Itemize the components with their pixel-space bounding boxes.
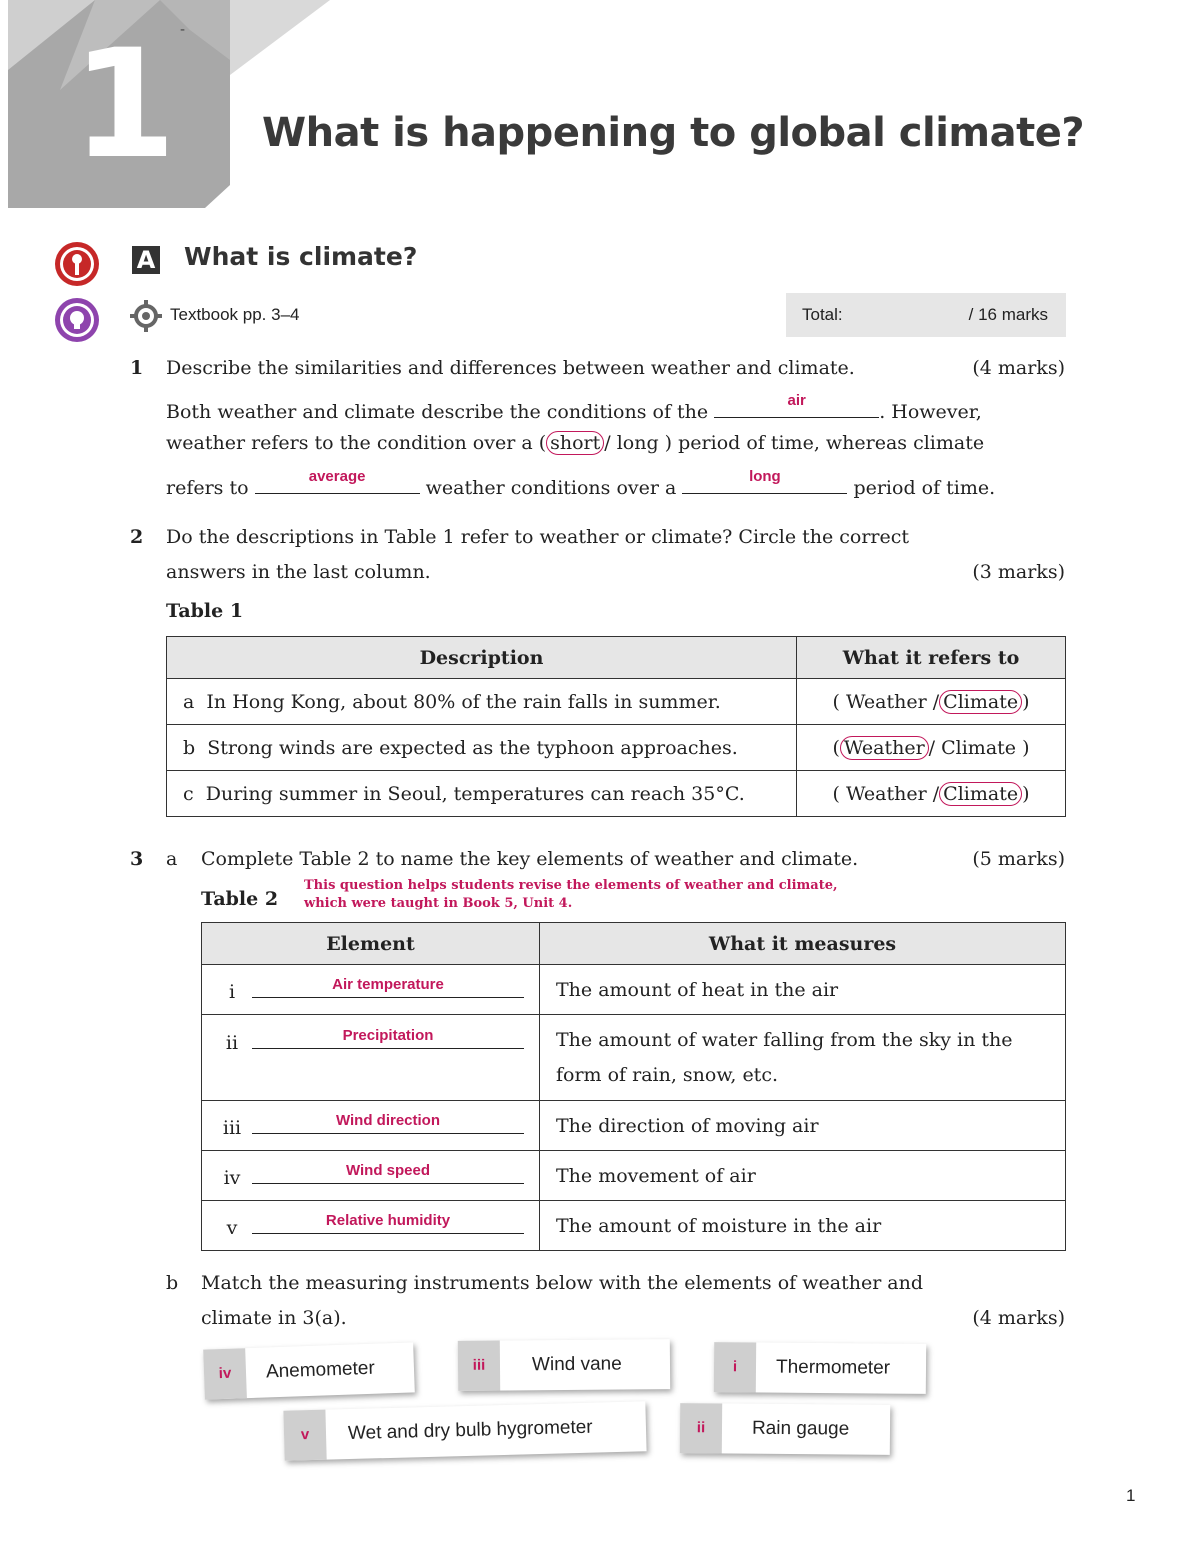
instrument-card[interactable] [714, 1342, 926, 1394]
q1-line3-mid: weather conditions over a [425, 477, 677, 499]
measures-text: The direction of moving air [556, 1114, 819, 1137]
circled-choice[interactable]: Climate [939, 782, 1022, 806]
table2-header-measures: What it measures [540, 923, 1066, 965]
measures-text: The amount of moisture in the air [556, 1214, 882, 1237]
q1-line1 [166, 392, 982, 424]
row-letter: b [183, 736, 196, 759]
q3a-text: Complete Table 2 to name the key elements of weather and climate. [201, 848, 859, 870]
thinking-icon [54, 297, 100, 343]
table1-refers [797, 771, 1066, 817]
q3b-marks: (4 marks) [972, 1307, 1065, 1329]
table-row [167, 771, 1066, 817]
table-row [202, 1151, 1066, 1201]
section-title: What is climate? [184, 242, 418, 271]
measures-text: The amount of heat in the air [556, 978, 839, 1001]
total-marks-box [786, 293, 1066, 337]
table-row [202, 1015, 1066, 1101]
target-icon [130, 300, 162, 332]
card-badge: iv [203, 1348, 247, 1399]
page-number: 1 [1126, 1486, 1136, 1505]
row-numeral: i [228, 981, 236, 1003]
row-letter: a [183, 690, 195, 713]
circled-choice[interactable]: Weather [840, 736, 929, 760]
table1-header-description: Description [167, 637, 797, 679]
card-badge: v [283, 1410, 326, 1461]
element-answer: Precipitation [342, 1027, 434, 1044]
table-row [167, 679, 1066, 725]
q1-number: 1 [130, 357, 144, 379]
textbook-reference: Textbook pp. 3–4 [170, 305, 300, 324]
element-answer: Wind speed [345, 1162, 431, 1179]
q1-line2-end: / long ) period of time, whereas climate [604, 432, 985, 454]
q2-number: 2 [130, 526, 144, 548]
q1-marks: (4 marks) [972, 357, 1065, 379]
element-blank[interactable] [252, 976, 524, 998]
q1-line2-text: weather refers to the condition over a ( [166, 432, 547, 454]
element-answer: Wind direction [335, 1112, 441, 1129]
card-label: Rain gauge [751, 1417, 850, 1440]
q1-line1-text: Both weather and climate describe the conditions of the [166, 401, 709, 423]
choice-close: ) [1022, 690, 1030, 713]
key-point-icon [54, 241, 100, 287]
q3-number: 3 [130, 848, 144, 870]
table1-header-refers: What it refers to [797, 637, 1066, 679]
row-text: In Hong Kong, about 80% of the rain falls in summer. [206, 690, 721, 713]
table1-refers [797, 679, 1066, 725]
instrument-card[interactable] [458, 1339, 670, 1391]
element-blank[interactable] [252, 1027, 524, 1049]
q1-answer-3: long [749, 468, 781, 485]
table2-measures [540, 1101, 1066, 1151]
table-row [202, 1201, 1066, 1251]
teacher-note-line1: This question helps students revise the elements of weather and climate, [304, 878, 838, 893]
q3b-letter: b [166, 1272, 179, 1294]
total-marks: / 16 marks [968, 305, 1048, 324]
table-row [167, 725, 1066, 771]
element-blank[interactable] [252, 1212, 524, 1234]
q1-answer-2: average [308, 468, 366, 485]
table1-description [167, 771, 797, 817]
chapter-dash: - [180, 22, 186, 38]
element-answer: Relative humidity [325, 1212, 451, 1229]
table2-measures [540, 1015, 1066, 1101]
q1-line1-end: . However, [879, 401, 982, 423]
element-answer: Air temperature [332, 976, 444, 993]
total-label: Total: [802, 305, 843, 324]
q3b-line1: Match the measuring instruments below with the elements of weather and [201, 1272, 924, 1294]
table2-element [202, 965, 540, 1015]
q2-marks: (3 marks) [972, 561, 1065, 583]
row-letter: c [183, 782, 194, 805]
card-badge: iii [458, 1341, 500, 1391]
table2-element [202, 1201, 540, 1251]
table1-description [167, 725, 797, 771]
table-row [202, 1101, 1066, 1151]
table1-header-row [167, 637, 1066, 679]
chapter-title: What is happening to global climate? [262, 110, 1085, 156]
row-numeral: iii [222, 1117, 242, 1139]
measures-text: The movement of air [556, 1164, 756, 1187]
choice-close: ) [1022, 782, 1030, 805]
row-text: During summer in Seoul, temperatures can reach 35°C. [205, 782, 745, 805]
section-letter: A [132, 246, 160, 274]
row-numeral: ii [225, 1032, 239, 1054]
table1-description [167, 679, 797, 725]
table2-header-element: Element [202, 923, 540, 965]
q3a-letter: a [166, 848, 178, 870]
chapter-number: 1 [72, 18, 177, 192]
card-badge: ii [680, 1403, 722, 1453]
element-blank[interactable] [252, 1112, 524, 1134]
table2-measures [540, 965, 1066, 1015]
choice-open: ( [832, 736, 840, 759]
q1-blank-3[interactable] [682, 468, 847, 494]
table2-element [202, 1151, 540, 1201]
card-label: Wet and dry bulb hygrometer [347, 1416, 593, 1445]
instrument-card[interactable] [283, 1401, 646, 1460]
table-2 [201, 922, 1066, 1251]
q3b-line2: climate in 3(a). [201, 1307, 347, 1329]
choice-close: / Climate ) [928, 736, 1030, 759]
q1-line2 [166, 431, 984, 455]
instrument-card[interactable] [680, 1403, 890, 1455]
table-row [202, 965, 1066, 1015]
q1-blank-2[interactable] [255, 468, 420, 494]
q1-line3 [166, 468, 996, 500]
teacher-note [304, 877, 838, 913]
table2-element [202, 1015, 540, 1101]
instrument-card[interactable] [203, 1342, 415, 1399]
q1-text: Describe the similarities and differences between weather and climate. [166, 357, 855, 379]
measures-text-cont: form of rain, snow, etc. [556, 1063, 778, 1086]
q1-answer-1: air [787, 392, 806, 409]
q1-line3-end: period of time. [853, 477, 996, 499]
table1-refers [797, 725, 1066, 771]
choice-open: ( Weather / [832, 782, 940, 805]
card-label: Thermometer [775, 1356, 891, 1379]
card-label: Anemometer [265, 1357, 376, 1383]
table2-measures [540, 1201, 1066, 1251]
card-badge: i [714, 1342, 756, 1392]
card-label: Wind vane [531, 1353, 622, 1376]
table2-caption: Table 2 [201, 888, 279, 910]
element-blank[interactable] [252, 1162, 524, 1184]
q1-line3-text: refers to [166, 477, 249, 499]
q1-blank-1[interactable] [714, 392, 879, 418]
q1-circled-answer[interactable]: short [546, 431, 604, 455]
row-numeral: iv [223, 1167, 241, 1189]
table2-header-row [202, 923, 1066, 965]
table-1 [166, 636, 1066, 817]
row-numeral: v [226, 1217, 238, 1239]
table1-caption: Table 1 [166, 600, 244, 622]
choice-open: ( Weather / [832, 690, 940, 713]
teacher-note-line2: which were taught in Book 5, Unit 4. [304, 896, 573, 911]
table2-element [202, 1101, 540, 1151]
circled-choice[interactable]: Climate [939, 690, 1022, 714]
q2-line1: Do the descriptions in Table 1 refer to weather or climate? Circle the correct [166, 526, 910, 548]
measures-text: The amount of water falling from the sky in the [556, 1028, 1013, 1051]
table2-measures [540, 1151, 1066, 1201]
q3a-marks: (5 marks) [972, 848, 1065, 870]
q2-line2: answers in the last column. [166, 561, 431, 583]
row-text: Strong winds are expected as the typhoon approaches. [207, 736, 738, 759]
